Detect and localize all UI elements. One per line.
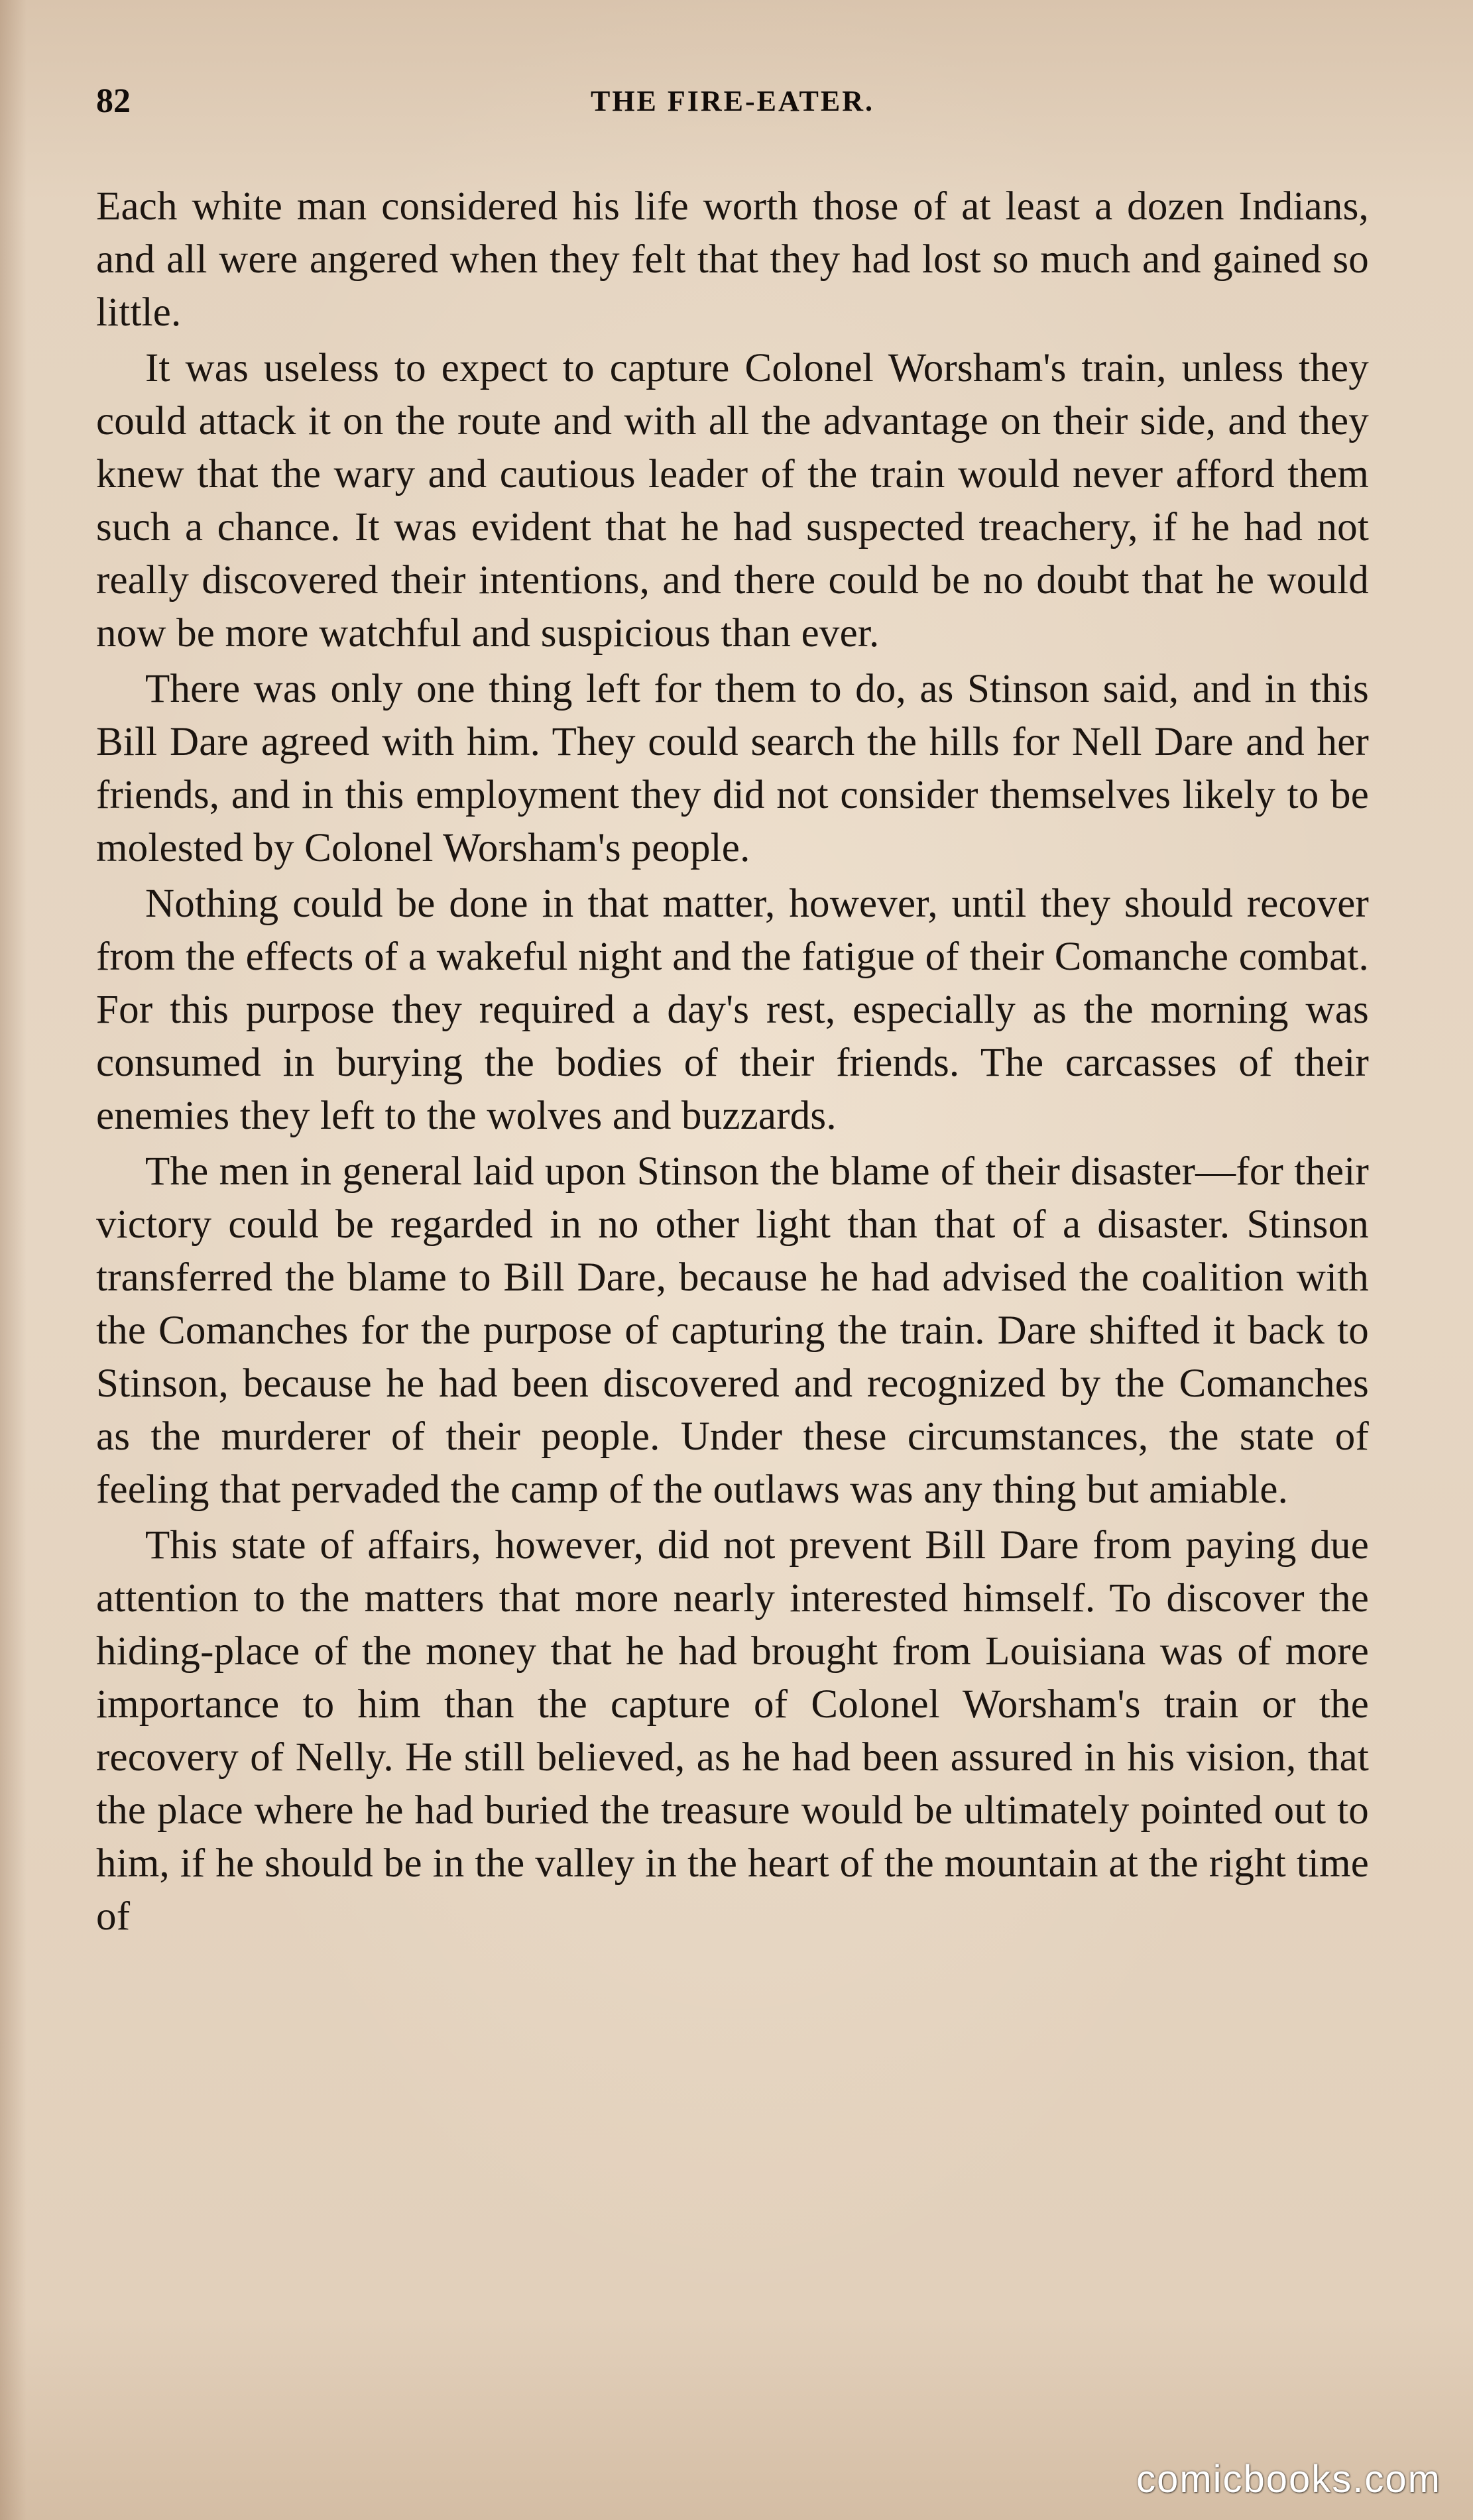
running-title: THE FIRE-EATER. (590, 85, 875, 117)
paragraph: Nothing could be done in that matter, however, until they should recover from the effects of a wakeful night and the fatigue of their Comanche combat. For this purpose they required a day's rest, especially as the morning was consumed in burying the bodies of their friends. The carcasses of their enemies they left to the wolves and buzzards. (96, 882, 1369, 1138)
paragraph: It was useless to expect to capture Colonel Worsham's train, unless they could attack it on the route and with all the advantage on their side, and they knew that the wary and cautious leader of the train would never afford them such a chance. It was evident that he had suspected treachery, if he had not really discovered their intentions, and there could be no doubt that he would now be more watchful and suspicious than ever. (96, 346, 1369, 656)
page-number: 82 (96, 82, 131, 120)
paragraph: This state of affairs, however, did not prevent Bill Dare from paying due attention to the matters that more nearly interested himself. To discover the hiding-place of the money that he had brought from Louisiana was of more importance to him than the capture of Colonel Worsham's train or the recovery of Nelly. He still believed, as he had been assured in his vision, that the place where he had buried the treasure would be ultimately pointed out to him, if he should be in the valley in the heart of the mountain at the right time of (96, 1523, 1369, 1939)
paragraph: The men in general laid upon Stinson the blame of their disaster—for their victory could be regarded in no other light than that of a disaster. Stinson transferred the blame to Bill Dare, because he had advised the coalition with the Comanches for the purpose of capturing the train. Dare shifted it back to Stinson, because he had been discovered and recognized by the Comanches as the murderer of their people. Under these circumstances, the state of feeling that pervaded the camp of the outlaws was any thing but amiable. (96, 1149, 1369, 1512)
page-header (96, 78, 1369, 125)
page-edge-shadow (0, 0, 27, 2520)
paragraph: Each white man considered his life worth those of at least a dozen Indians, and all were angered when they felt that they had lost so much and gained so little. (96, 184, 1369, 335)
paragraph: There was only one thing left for them to do, as Stinson said, and in this Bill Dare agreed with him. They could search the hills for Nell Dare and her friends, and in this employment they did not consider themselves likely to be molested by Colonel Worsham's people. (96, 667, 1369, 870)
body-text (96, 180, 1369, 1943)
watermark: comicbooks.com (1136, 2458, 1441, 2501)
